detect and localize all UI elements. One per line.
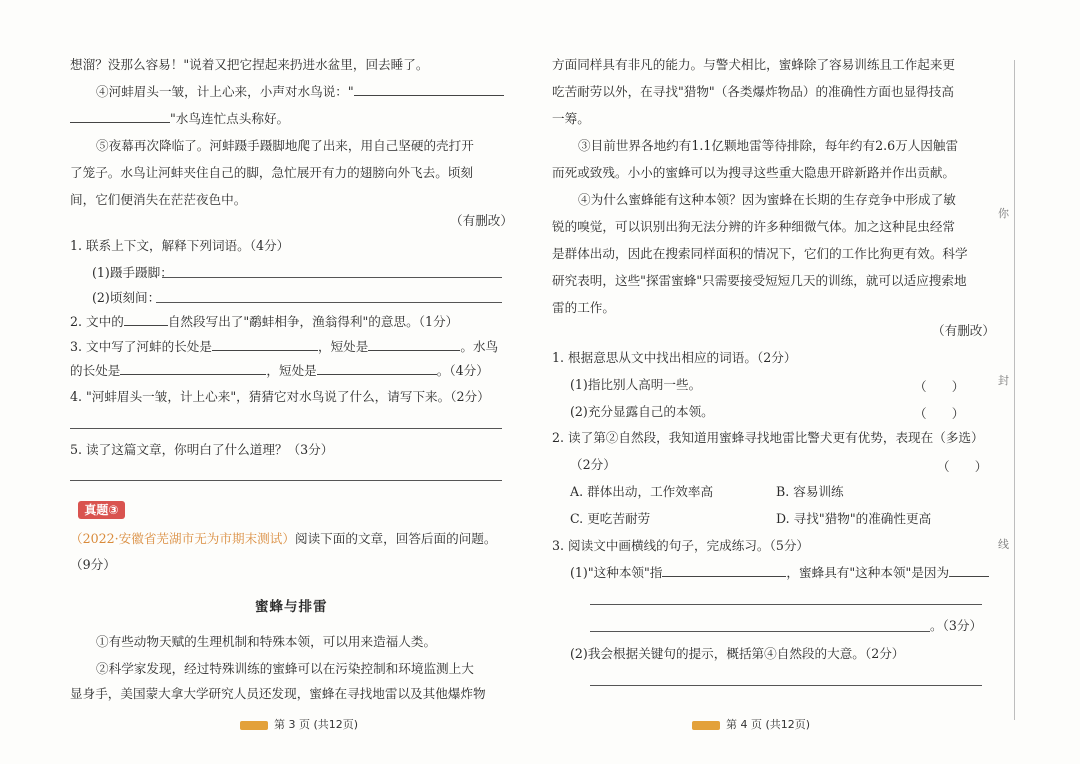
r-question-2: 2. 读了第②自然段，我知道用蜜蜂寻找地雷比警犬更有优势，表现在（多选） [552,430,984,445]
answer-line-4[interactable] [70,428,502,429]
story-line-1: 想溜？没那么容易！"说着又把它捏起来扔进水盆里，回去睡了。 [70,57,429,72]
answer-paren-1a[interactable]: （ ） [914,379,965,394]
article-line-4: ③目前世界各地约有1.1亿颗地雷等待排除，每年约有2.6万人因触雷 [578,138,959,153]
question-4: 4. "河蚌眉头一皱，计上心来"，猜猜它对水鸟说了什么，请写下来。（2分） [70,389,490,404]
story-line-4: ⑤夜幕再次降临了。河蚌蹑手蹑脚地爬了出来，用自己坚硬的壳打开 [96,138,474,153]
article-line-10: 雷的工作。 [552,300,615,315]
publisher-logo-icon [240,721,268,730]
article-line-1: 方面同样具有非凡的能力。与警犬相比，蜜蜂除了容易训练且工作起来更 [552,57,955,72]
margin-label-feng: 封 [998,374,1009,387]
page-footer-4: 第 4 页 (共12页) [692,716,810,732]
answer-paren-2[interactable]: （ ） [937,459,988,474]
article-line-7: 锐的嗅觉，可以识别出狗无法分辨的许多种细微气体。加之这种昆虫经常 [552,219,955,234]
question-1b: (2)顷刻间： [92,290,161,305]
source-tag: （2022·安徽省芜湖市无为市期末测试） [70,531,295,546]
exam-badge: 真题③ [78,501,125,519]
binding-rule [1014,60,1015,720]
article-para-2a: ②科学家发现，经过特殊训练的蜜蜂可以在污染控制和环境监测上大 [96,661,474,676]
answer-line-1a[interactable] [162,277,502,278]
r-question-1b: (2)充分显露自己的本领。 [570,404,714,419]
article-line-6: ④为什么蜜蜂能有这种本领？因为蜜蜂在长期的生存竞争中形成了敏 [578,192,956,207]
option-a[interactable]: A. 群体出动，工作效率高 [570,484,714,499]
question-1a: (1)蹑手蹑脚： [92,265,173,280]
option-b[interactable]: B. 容易训练 [776,484,844,499]
page-footer-3: 第 3 页 (共12页) [240,716,358,732]
edited-note: （有删改） [450,213,513,228]
source-line: （2022·安徽省芜湖市无为市期末测试）阅读下面的文章，回答后面的问题。 [70,531,497,546]
article-title: 蜜蜂与排雷 [255,599,328,615]
story-line-3: "水鸟连忙点头称好。 [70,110,289,128]
article-line-2: 吃苦耐劳以外，在寻找"猎物"（各类爆炸物品）的准确性方面也显得技高 [552,84,954,99]
answer-line-3b[interactable] [590,685,982,686]
r-question-3a-points: 。（3分） [930,618,983,633]
article-para-2b: 显身手，美国蒙大拿大学研究人员还发现，蜜蜂在寻找地雷以及其他爆炸物 [70,686,486,701]
r-question-3: 3. 阅读文中画横线的句子，完成练习。（5分） [552,538,810,553]
story-line-2: ④河蚌眉头一皱，计上心来，小声对水鸟说：" [96,83,504,101]
edited-note-right: （有删改） [932,323,995,338]
r-question-3a: (1)"这种本领"指 ，蜜蜂具有"这种本领"是因为 [570,564,989,582]
r-question-2-points: （2分） [570,457,616,472]
question-3-cont: 的长处是 ，短处是 。（4分） [70,363,489,378]
publisher-logo-icon [692,721,720,730]
story-line-5: 了笼子。水鸟让河蚌夹住自己的脚，急忙展开有力的翅膀向外飞去。顷刻 [70,165,473,180]
option-d[interactable]: D. 寻找"猎物"的准确性更高 [776,511,932,526]
r-question-3b: (2)我会根据关键句的提示，概括第④自然段的大意。（2分） [570,646,905,661]
answer-line-1b[interactable] [156,302,502,303]
question-2: 2. 文中的 自然段写出了"鹬蚌相争，渔翁得利"的意思。（1分） [70,314,459,329]
article-line-5: 而死或致残。小小的蜜蜂可以为搜寻这些重大隐患开辟新路并作出贡献。 [552,165,955,180]
story-line-6: 间，它们便消失在茫茫夜色中。 [70,192,247,207]
points-line: （9分） [70,557,116,572]
question-1: 1. 联系上下文，解释下列词语。（4分） [70,238,290,253]
answer-line-5[interactable] [70,480,502,481]
margin-label-ni: 你 [998,207,1009,220]
article-para-1: ①有些动物天赋的生理机制和特殊本领，可以用来造福人类。 [96,634,437,649]
margin-label-xian: 线 [998,538,1009,551]
r-question-1a: (1)指比别人高明一些。 [570,377,702,392]
question-3: 3. 文中写了河蚌的长处是 ，短处是 。水鸟 [70,339,499,354]
answer-paren-1b[interactable]: （ ） [914,406,965,421]
article-line-9: 研究表明，这些"探雷蜜蜂"只需要接受短短几天的训练，就可以适应搜索地 [552,273,967,288]
article-line-3: 一筹。 [552,111,590,126]
article-line-8: 是群体出动，因此在搜索同样面积的情况下，它们的工作比狗更有效。科学 [552,246,968,261]
option-c[interactable]: C. 更吃苦耐劳 [570,511,651,526]
answer-line-3a-2[interactable] [590,631,930,632]
r-question-1: 1. 根据意思从文中找出相应的词语。（2分） [552,350,797,365]
answer-line-3a-1[interactable] [590,604,982,605]
question-5: 5. 读了这篇文章，你明白了什么道理？（3分） [70,442,334,457]
